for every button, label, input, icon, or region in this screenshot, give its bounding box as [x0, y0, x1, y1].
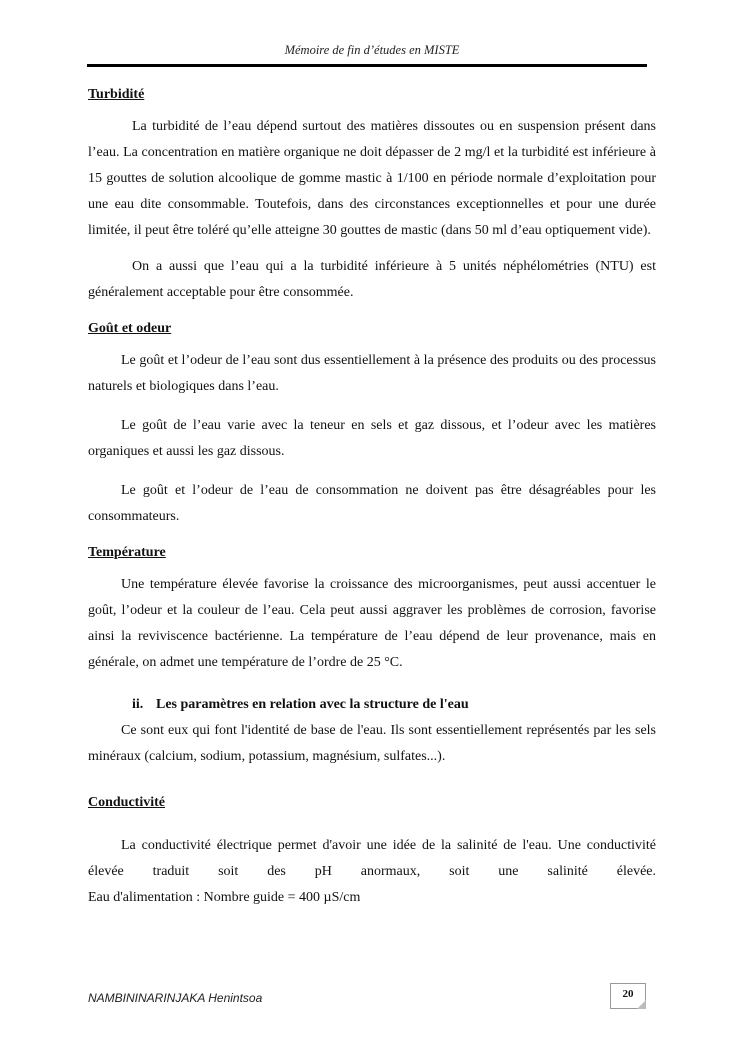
paragraph-conductivite-1: La conductivité électrique permet d'avoir une idée de la salinité de l'eau. Une conductivité élevée traduit soit des pH anormaux, soit une salinité élevée.	[88, 838, 656, 879]
page-fold-corner	[637, 1000, 646, 1009]
heading-conductivite: Conductivité	[88, 795, 165, 810]
paragraph-gout-3: Le goût et l’odeur de l’eau de consommation ne doivent pas être désagréables pour les consommateurs.	[88, 483, 656, 524]
subheading-structure	[88, 692, 656, 718]
subheading-number: ii.	[132, 697, 144, 712]
subheading-text: Les paramètres en relation avec la structure de l'eau	[156, 697, 469, 712]
paragraph-turbidite-2: On a aussi que l’eau qui a la turbidité inférieure à 5 unités néphélométries (NTU) est généralement acceptable pour être consommée.	[88, 259, 656, 300]
paragraph-temperature-1: Une température élevée favorise la croissance des microorganismes, peut aussi accentuer le goût, l’odeur et la couleur de l’eau. Cela peut aussi aggraver les problèmes de corrosion, favorise ainsi la reviviscence bactérienne. La température de l’eau dépend de leur provenance, mais en générale, on admet une température de l’ordre de 25 °C.	[88, 577, 656, 670]
header-rule	[87, 64, 647, 67]
page-header-title: Mémoire de fin d’études en MISTE	[284, 43, 460, 57]
paragraph-turbidite-1: La turbidité de l’eau dépend surtout des matières dissoutes ou en suspension présent dans l’eau. La concentration en matière organique ne doit dépasser de 2 mg/l et la turbidité est inférieure à 15 gouttes de solution alcoolique de gomme mastic à 1/100 en période normale d’exploitation pour une eau dite consommable. Toutefois, dans des circonstances exceptionnelles et pour une durée limitée, il peut être toléré qu’elle atteigne 30 gouttes de mastic (dans 50 ml d’eau optiquement vide).	[88, 119, 656, 238]
page-number-box	[610, 983, 646, 1009]
heading-gout-odeur: Goût et odeur	[88, 321, 172, 336]
paragraph-gout-2: Le goût de l’eau varie avec la teneur en sels et gaz dissous, et l’odeur avec les matières organiques et aussi les gaz dissous.	[88, 418, 656, 459]
heading-temperature: Température	[88, 545, 166, 560]
heading-turbidite: Turbidité	[88, 87, 145, 102]
page-number: 20	[622, 988, 634, 1000]
paragraph-structure-1: Ce sont eux qui font l'identité de base de l'eau. Ils sont essentiellement représentés par les sels minéraux (calcium, sodium, potassium, magnésium, sulfates...).	[88, 723, 656, 764]
paragraph-gout-1: Le goût et l’odeur de l’eau sont dus essentiellement à la présence des produits ou des processus naturels et biologiques dans l’eau.	[88, 353, 656, 394]
page-content	[88, 82, 656, 911]
paragraph-conductivite-2: Eau d'alimentation : Nombre guide = 400 µS/cm	[88, 890, 361, 905]
footer-author: NAMBININARINJAKA Henintsoa	[88, 991, 263, 1005]
